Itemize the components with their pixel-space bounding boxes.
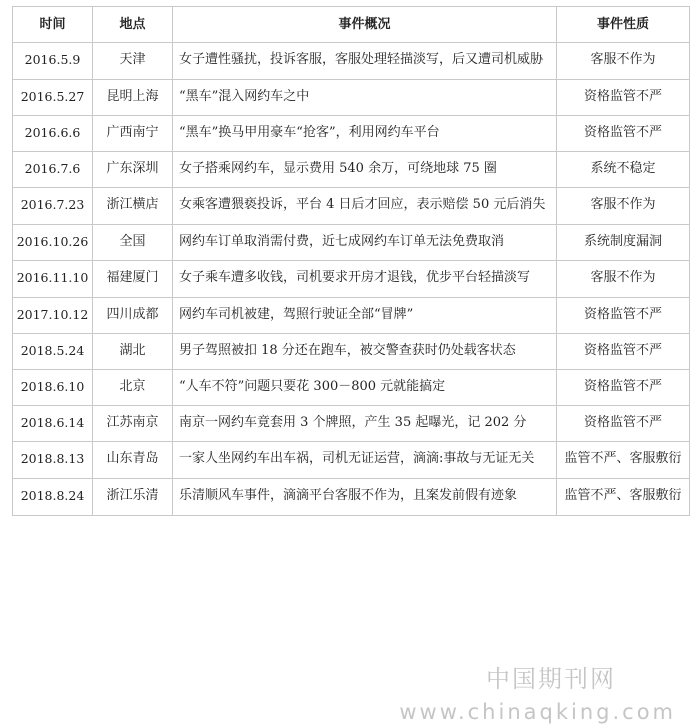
- events-table: [12, 6, 690, 516]
- header-date: 时间: [13, 7, 93, 43]
- cell-nature: 资格监管不严: [557, 116, 690, 152]
- cell-nature: 系统制度漏洞: [557, 225, 690, 261]
- cell-place: 浙江乐清: [93, 479, 173, 516]
- watermark-site-name: 中国期刊网: [486, 665, 616, 693]
- cell-place: 四川成都: [93, 298, 173, 334]
- cell-nature: 客服不作为: [557, 43, 690, 80]
- cell-summary: 女子乘车遭多收钱，司机要求开房才退钱，优步平台轻描淡写: [173, 261, 557, 298]
- cell-date: 2018.5.24: [13, 334, 93, 370]
- cell-place: 全国: [93, 225, 173, 261]
- cell-summary: “黑车”混入网约车之中: [173, 80, 557, 116]
- cell-place: 广东深圳: [93, 152, 173, 188]
- cell-place: 湖北: [93, 334, 173, 370]
- table-row: [13, 43, 690, 80]
- cell-nature: 资格监管不严: [557, 406, 690, 442]
- table-row: [13, 442, 690, 479]
- cell-date: 2016.7.6: [13, 152, 93, 188]
- cell-date: 2018.8.13: [13, 442, 93, 479]
- table-row: [13, 479, 690, 516]
- cell-date: 2016.11.10: [13, 261, 93, 298]
- cell-date: 2016.7.23: [13, 188, 93, 225]
- cell-place: 山东青岛: [93, 442, 173, 479]
- cell-nature: 客服不作为: [557, 261, 690, 298]
- cell-summary: 男子驾照被扣 18 分还在跑车，被交警查获时仍处载客状态: [173, 334, 557, 370]
- cell-nature: 资格监管不严: [557, 334, 690, 370]
- cell-summary: 一家人坐网约车出车祸，司机无证运营，滴滴:事故与无证无关: [173, 442, 557, 479]
- cell-date: 2018.6.14: [13, 406, 93, 442]
- table-row: [13, 298, 690, 334]
- cell-place: 昆明上海: [93, 80, 173, 116]
- cell-summary: 网约车司机被建，驾照行驶证全部“冒牌”: [173, 298, 557, 334]
- cell-summary: 乐清顺风车事件，滴滴平台客服不作为，且案发前假有迹象: [173, 479, 557, 516]
- table-row: [13, 225, 690, 261]
- table-row: [13, 152, 690, 188]
- table-row: [13, 406, 690, 442]
- cell-date: 2016.5.27: [13, 80, 93, 116]
- header-row: [13, 7, 690, 43]
- cell-summary: 南京一网约车竟套用 3 个牌照，产生 35 起曝光，记 202 分: [173, 406, 557, 442]
- table-row: [13, 188, 690, 225]
- cell-summary: 女乘客遭猥亵投诉，平台 4 日后才回应，表示赔偿 50 元后消失: [173, 188, 557, 225]
- watermark-site-url: www.chinaqking.com: [399, 700, 676, 724]
- cell-nature: 资格监管不严: [557, 80, 690, 116]
- header-nature: 事件性质: [557, 7, 690, 43]
- cell-date: 2016.10.26: [13, 225, 93, 261]
- cell-place: 广西南宁: [93, 116, 173, 152]
- table-row: [13, 116, 690, 152]
- cell-place: 天津: [93, 43, 173, 80]
- cell-place: 浙江横店: [93, 188, 173, 225]
- cell-date: 2018.6.10: [13, 370, 93, 406]
- cell-nature: 系统不稳定: [557, 152, 690, 188]
- table-row: [13, 334, 690, 370]
- cell-place: 北京: [93, 370, 173, 406]
- table-row: [13, 261, 690, 298]
- table-row: [13, 80, 690, 116]
- site-watermark: [399, 665, 676, 724]
- cell-summary: “人车不符”问题只要花 300－800 元就能搞定: [173, 370, 557, 406]
- header-place: 地点: [93, 7, 173, 43]
- cell-date: 2016.6.6: [13, 116, 93, 152]
- cell-date: 2018.8.24: [13, 479, 93, 516]
- cell-summary: 网约车订单取消需付费，近七成网约车订单无法免费取消: [173, 225, 557, 261]
- cell-date: 2017.10.12: [13, 298, 93, 334]
- cell-summary: 女子搭乘网约车，显示费用 540 余万，可绕地球 75 圈: [173, 152, 557, 188]
- cell-place: 江苏南京: [93, 406, 173, 442]
- cell-nature: 客服不作为: [557, 188, 690, 225]
- cell-nature: 资格监管不严: [557, 298, 690, 334]
- cell-nature: 监管不严、客服敷衍: [557, 442, 690, 479]
- cell-nature: 资格监管不严: [557, 370, 690, 406]
- table-row: [13, 370, 690, 406]
- cell-summary: 女子遭性骚扰，投诉客服，客服处理轻描淡写，后又遭司机威胁: [173, 43, 557, 80]
- cell-date: 2016.5.9: [13, 43, 93, 80]
- header-summary: 事件概况: [173, 7, 557, 43]
- cell-summary: “黑车”换马甲用豪车“抢客”，利用网约车平台: [173, 116, 557, 152]
- cell-place: 福建厦门: [93, 261, 173, 298]
- cell-nature: 监管不严、客服敷衍: [557, 479, 690, 516]
